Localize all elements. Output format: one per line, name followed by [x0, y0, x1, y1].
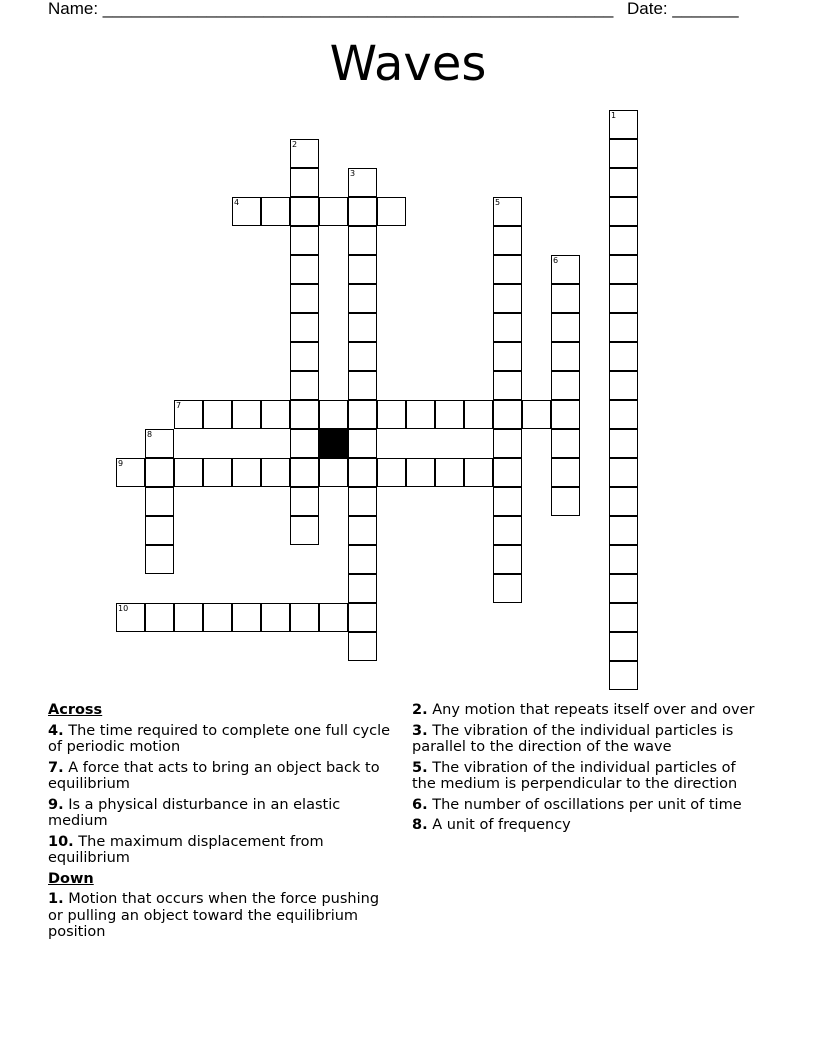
grid-cell[interactable] — [174, 458, 203, 487]
down-heading: Down — [48, 870, 94, 887]
grid-cell[interactable] — [406, 458, 435, 487]
grid-cell[interactable] — [609, 371, 638, 400]
grid-cell[interactable] — [290, 197, 319, 226]
grid-cell[interactable] — [609, 342, 638, 371]
grid-cell[interactable] — [261, 458, 290, 487]
date-field-label: Date: _______ — [627, 0, 739, 18]
grid-cell[interactable] — [290, 400, 319, 429]
clue-text: The vibration of the individual particles is parallel to the direction of the wave — [412, 722, 734, 755]
grid-cell[interactable] — [609, 516, 638, 545]
clue-item — [412, 760, 757, 793]
grid-cell[interactable] — [464, 400, 493, 429]
grid-cell[interactable] — [290, 603, 319, 632]
clue-item — [48, 891, 393, 941]
grid-cell[interactable] — [348, 226, 377, 255]
grid-cell[interactable] — [348, 632, 377, 661]
clue-number: 2. — [412, 702, 428, 718]
clue-text: The maximum displacement from equilibrium — [48, 833, 324, 866]
clue-number: 8 — [147, 430, 153, 439]
clue-number: 7 — [176, 401, 182, 410]
grid-cell[interactable] — [609, 197, 638, 226]
clue-number: 8. — [412, 817, 428, 833]
clue-text: Any motion that repeats itself over and over — [427, 702, 755, 718]
page-title: Waves — [329, 36, 487, 92]
grid-cell[interactable] — [493, 342, 522, 371]
clue-text: The vibration of the individual particles of the medium is perpendicular to the direction — [412, 759, 738, 792]
clue-number: 10 — [118, 604, 129, 613]
grid-cell[interactable] — [609, 255, 638, 284]
grid-cell[interactable] — [609, 458, 638, 487]
grid-cell[interactable] — [145, 603, 174, 632]
grid-cell[interactable] — [290, 371, 319, 400]
grid-cell[interactable] — [493, 371, 522, 400]
grid-cell[interactable] — [551, 371, 580, 400]
grid-cell[interactable] — [551, 458, 580, 487]
grid-cell[interactable] — [348, 197, 377, 226]
grid-cell[interactable] — [348, 458, 377, 487]
grid-cell[interactable] — [203, 458, 232, 487]
grid-cell[interactable] — [290, 313, 319, 342]
clue-number: 4. — [48, 722, 64, 739]
grid-cell[interactable] — [348, 313, 377, 342]
grid-cell[interactable] — [609, 168, 638, 197]
grid-cell[interactable] — [377, 400, 406, 429]
grid-cell[interactable] — [493, 574, 522, 603]
grid-cell[interactable] — [232, 458, 261, 487]
grid-cell[interactable] — [609, 632, 638, 661]
clue-item — [412, 817, 757, 834]
grid-cell[interactable] — [348, 603, 377, 632]
clue-number: 3. — [412, 722, 428, 739]
grid-cell[interactable] — [319, 400, 348, 429]
clue-text: A force that acts to bring an object back to equilibrium — [48, 759, 380, 792]
grid-cell[interactable] — [290, 226, 319, 255]
clue-number: 6 — [553, 256, 559, 265]
grid-cell[interactable] — [348, 487, 377, 516]
grid-cell[interactable] — [290, 342, 319, 371]
clue-number: 10. — [48, 833, 74, 850]
grid-cell[interactable] — [493, 545, 522, 574]
grid-cell[interactable] — [551, 342, 580, 371]
grid-cell[interactable] — [609, 226, 638, 255]
grid-cell[interactable] — [145, 487, 174, 516]
grid-cell[interactable] — [145, 545, 174, 574]
clue-text: Motion that occurs when the force pushing or pulling an object toward the equilibrium position — [48, 891, 380, 940]
grid-cell[interactable] — [493, 400, 522, 429]
grid-cell[interactable] — [551, 400, 580, 429]
grid-cell[interactable] — [319, 603, 348, 632]
grid-cell[interactable] — [551, 284, 580, 313]
grid-cell[interactable] — [609, 429, 638, 458]
grid-cell[interactable] — [551, 429, 580, 458]
clue-item — [412, 797, 757, 814]
grid-cell[interactable] — [406, 400, 435, 429]
across-heading: Across — [48, 702, 103, 718]
grid-cell[interactable] — [348, 429, 377, 458]
grid-cell[interactable] — [609, 284, 638, 313]
grid-cell[interactable] — [348, 255, 377, 284]
clue-text: A unit of frequency — [427, 817, 571, 833]
clue-number: 5. — [412, 759, 428, 776]
grid-cell[interactable] — [232, 603, 261, 632]
grid-cell[interactable] — [493, 487, 522, 516]
grid-cell[interactable] — [551, 313, 580, 342]
clue-text: The time required to complete one full cycle of periodic motion — [48, 722, 391, 755]
clue-item — [412, 723, 757, 756]
clue-number: 4 — [234, 198, 240, 207]
grid-cell[interactable] — [348, 545, 377, 574]
grid-cell[interactable] — [377, 197, 406, 226]
clue-item — [48, 760, 393, 793]
grid-cell[interactable] — [493, 284, 522, 313]
grid-cell[interactable] — [348, 342, 377, 371]
grid-cell[interactable] — [609, 313, 638, 342]
clue-number: 7. — [48, 759, 64, 776]
grid-cell[interactable] — [493, 255, 522, 284]
grid-cell[interactable] — [609, 400, 638, 429]
grid-cell[interactable] — [609, 139, 638, 168]
clues-left-column — [48, 702, 393, 945]
grid-cell[interactable] — [203, 400, 232, 429]
grid-cell[interactable] — [522, 400, 551, 429]
grid-cell[interactable] — [348, 516, 377, 545]
grid-cell[interactable] — [203, 603, 232, 632]
grid-cell[interactable] — [348, 284, 377, 313]
clue-text: Is a physical disturbance in an elastic medium — [48, 796, 341, 829]
grid-cell[interactable] — [609, 487, 638, 516]
grid-cell[interactable] — [290, 516, 319, 545]
grid-cell[interactable] — [609, 603, 638, 632]
clue-item — [48, 834, 393, 867]
grid-cell[interactable] — [145, 516, 174, 545]
across-clue-list — [48, 723, 393, 867]
grid-cell[interactable] — [290, 255, 319, 284]
grid-cell[interactable] — [319, 458, 348, 487]
clue-number: 3 — [350, 169, 356, 178]
grid-cell[interactable] — [290, 458, 319, 487]
grid-cell[interactable] — [609, 574, 638, 603]
name-field-label: Name: ______________________________________________________ — [48, 0, 614, 18]
grid-cell[interactable] — [232, 400, 261, 429]
clues-right-column — [412, 702, 757, 838]
grid-cell[interactable] — [493, 516, 522, 545]
grid-cell[interactable] — [174, 603, 203, 632]
grid-cell[interactable] — [261, 603, 290, 632]
grid-cell[interactable] — [435, 458, 464, 487]
grid-cell[interactable] — [290, 487, 319, 516]
grid-cell[interactable] — [290, 429, 319, 458]
grid-cell[interactable] — [348, 371, 377, 400]
clue-number: 2 — [292, 140, 298, 149]
grid-cell[interactable] — [493, 313, 522, 342]
grid-cell[interactable] — [348, 574, 377, 603]
down-clue-list — [48, 891, 393, 941]
grid-cell[interactable] — [290, 284, 319, 313]
grid-cell[interactable] — [435, 400, 464, 429]
clue-number: 1 — [611, 111, 617, 120]
grid-cell[interactable] — [493, 226, 522, 255]
grid-cell[interactable] — [290, 168, 319, 197]
clue-number: 6. — [412, 796, 428, 813]
grid-cell[interactable] — [319, 197, 348, 226]
clue-number: 9 — [118, 459, 124, 468]
grid-cell[interactable] — [551, 487, 580, 516]
clue-text: The number of oscillations per unit of time — [427, 796, 742, 813]
grid-cell[interactable] — [145, 458, 174, 487]
clue-number: 9. — [48, 796, 64, 813]
clue-item — [48, 797, 393, 830]
grid-cell[interactable] — [464, 458, 493, 487]
grid-cell[interactable] — [377, 458, 406, 487]
grid-cell[interactable] — [493, 429, 522, 458]
black-cell — [319, 429, 348, 458]
clue-item — [412, 702, 757, 719]
grid-cell[interactable] — [348, 400, 377, 429]
grid-cell[interactable] — [261, 197, 290, 226]
grid-cell[interactable] — [493, 458, 522, 487]
clue-item — [48, 723, 393, 756]
clue-number: 1. — [48, 891, 64, 907]
down-clue-list-continued — [412, 702, 757, 834]
clue-number: 5 — [495, 198, 501, 207]
grid-cell[interactable] — [609, 545, 638, 574]
grid-cell[interactable] — [609, 661, 638, 690]
grid-cell[interactable] — [261, 400, 290, 429]
